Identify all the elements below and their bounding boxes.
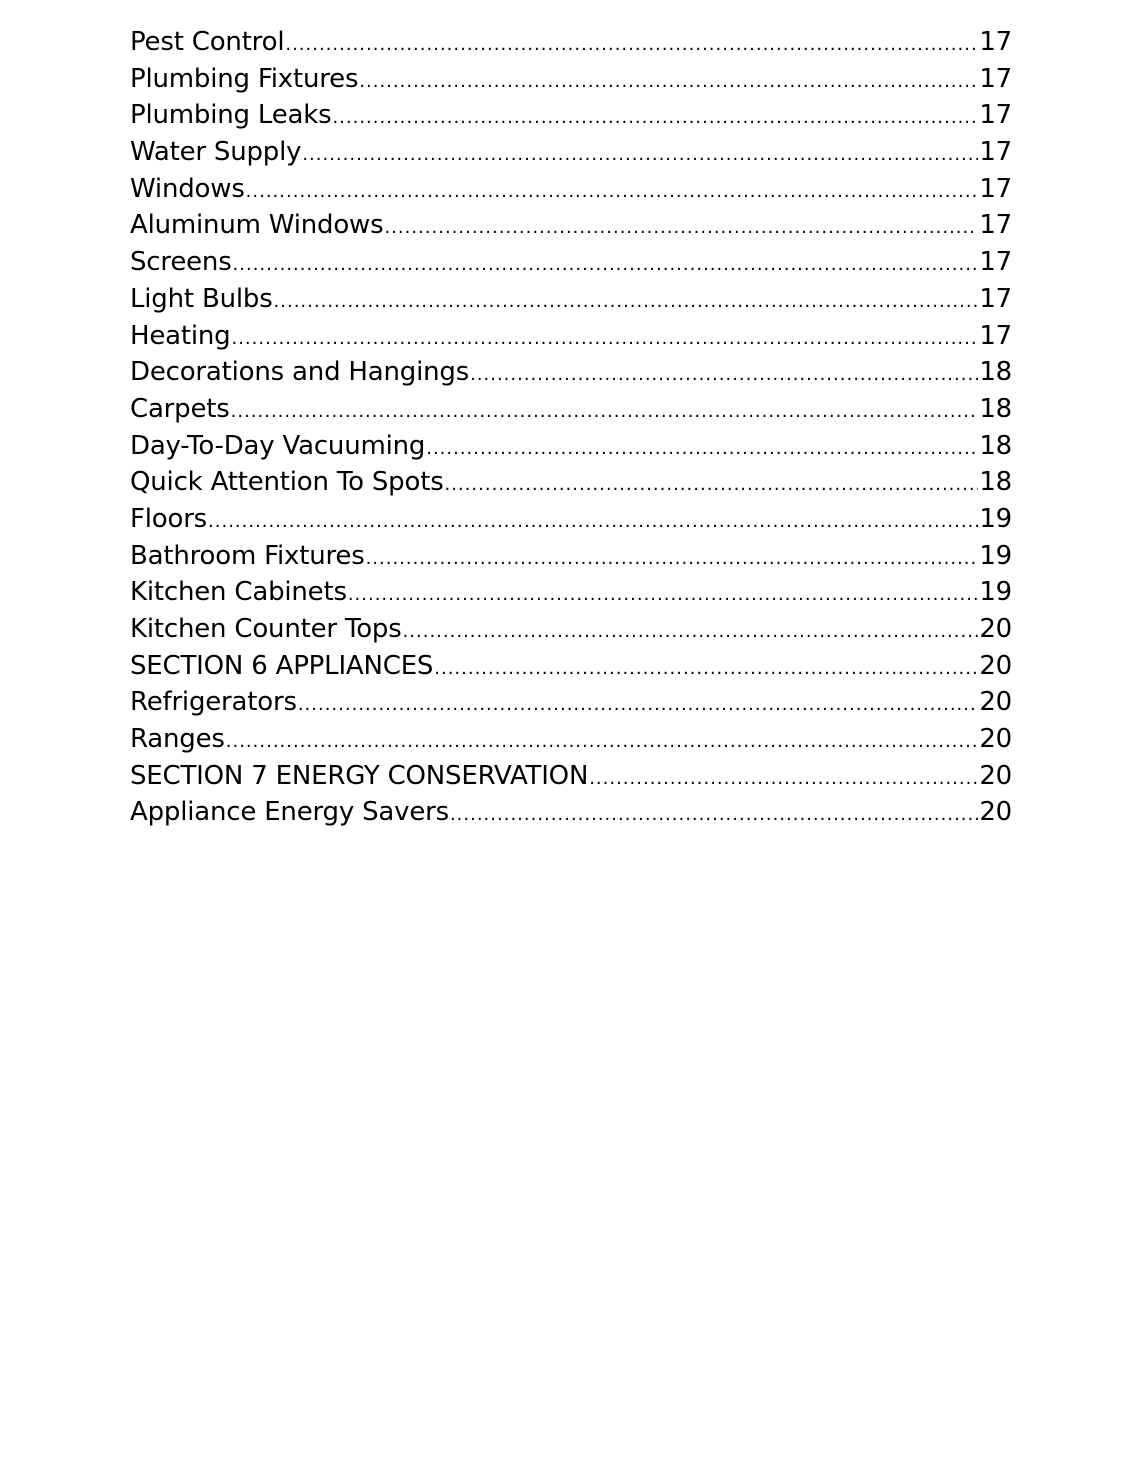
dot-leader	[226, 724, 979, 758]
toc-entry-bathroom-fixtures	[130, 538, 1012, 575]
toc-entry-carpets	[130, 391, 1012, 428]
toc-entry-kitchen-counter-tops	[130, 611, 1012, 648]
dot-leader	[246, 174, 979, 208]
toc-entry-page-number: 17	[979, 210, 1012, 241]
dot-leader	[450, 797, 978, 831]
toc-entry-label: Appliance Energy Savers	[130, 797, 449, 828]
toc-entry-page-number: 18	[979, 393, 1012, 424]
toc-entry-windows	[130, 171, 1012, 208]
toc-entry-page-number: 17	[979, 320, 1012, 351]
dot-leader	[589, 761, 978, 795]
toc-entry-label: Screens	[130, 247, 232, 278]
toc-entry-page-number: 17	[979, 247, 1012, 278]
toc-entry-label: SECTION 7 ENERGY CONSERVATION	[130, 760, 589, 791]
toc-entry-label: Ranges	[130, 724, 225, 755]
dot-leader	[274, 284, 979, 318]
dot-leader	[434, 651, 978, 685]
dot-leader	[384, 210, 978, 244]
toc-entry-page-number: 20	[979, 650, 1012, 681]
toc-entry-page-number: 17	[979, 100, 1012, 131]
toc-entry-section-7-energy-conservation	[130, 758, 1012, 795]
toc-entry-day-to-day-vacuuming	[130, 428, 1012, 465]
toc-entry-page-number: 20	[979, 797, 1012, 828]
toc-entry-aluminum-windows	[130, 207, 1012, 244]
toc-entry-decorations-and-hangings	[130, 354, 1012, 391]
toc-entry-plumbing-leaks	[130, 97, 1012, 134]
toc-entry-page-number: 19	[979, 503, 1012, 534]
toc-entry-pest-control	[130, 24, 1012, 61]
toc-entry-label: Plumbing Fixtures	[130, 63, 359, 94]
toc-entry-label: Windows	[130, 173, 245, 204]
toc-entry-label: Quick Attention To Spots	[130, 467, 444, 498]
toc-entry-label: Refrigerators	[130, 687, 297, 718]
toc-entry-page-number: 19	[979, 577, 1012, 608]
dot-leader	[302, 137, 978, 171]
toc-entry-label: Floors	[130, 503, 208, 534]
toc-entry-label: Light Bulbs	[130, 283, 273, 314]
dot-leader	[231, 394, 979, 428]
toc-entry-page-number: 20	[979, 687, 1012, 718]
toc-entry-label: Heating	[130, 320, 231, 351]
toc-entry-page-number: 17	[979, 137, 1012, 168]
toc-entry-page-number: 20	[979, 724, 1012, 755]
toc-entry-label: SECTION 6 APPLIANCES	[130, 650, 434, 681]
toc-entry-kitchen-cabinets	[130, 574, 1012, 611]
dot-leader	[233, 247, 979, 281]
toc-entry-screens	[130, 244, 1012, 281]
dot-leader	[359, 64, 978, 98]
dot-leader	[426, 431, 978, 465]
toc-entry-label: Water Supply	[130, 137, 302, 168]
dot-leader	[332, 100, 978, 134]
toc-entry-page-number: 18	[979, 467, 1012, 498]
dot-leader	[348, 577, 979, 611]
toc-entry-page-number: 17	[979, 63, 1012, 94]
table-of-contents	[130, 24, 1012, 831]
dot-leader	[366, 541, 979, 575]
toc-entry-water-supply	[130, 134, 1012, 171]
toc-entry-quick-attention-to-spots	[130, 464, 1012, 501]
toc-entry-label: Pest Control	[130, 27, 285, 57]
toc-entry-refrigerators	[130, 684, 1012, 721]
toc-entry-plumbing-fixtures	[130, 61, 1012, 98]
dot-leader	[231, 321, 978, 355]
toc-entry-page-number: 20	[979, 760, 1012, 791]
dot-leader	[208, 504, 978, 538]
toc-entry-label: Carpets	[130, 393, 230, 424]
toc-entry-label: Kitchen Counter Tops	[130, 614, 402, 644]
toc-entry-appliance-energy-savers	[130, 794, 1012, 831]
toc-entry-label: Aluminum Windows	[130, 210, 384, 241]
toc-entry-label: Plumbing Leaks	[130, 100, 332, 131]
toc-entry-label: Bathroom Fixtures	[130, 540, 365, 571]
toc-entry-section-6-appliances	[130, 648, 1012, 685]
toc-entry-page-number: 17	[979, 283, 1012, 314]
toc-entry-light-bulbs	[130, 281, 1012, 318]
dot-leader	[403, 614, 979, 648]
dot-leader	[298, 687, 978, 721]
toc-entry-ranges	[130, 721, 1012, 758]
toc-entry-page-number: 20	[979, 614, 1012, 644]
toc-entry-label: Decorations and Hangings	[130, 357, 470, 388]
toc-entry-page-number: 17	[979, 27, 1012, 57]
toc-entry-heating	[130, 318, 1012, 355]
dot-leader	[285, 27, 978, 61]
dot-leader	[445, 467, 979, 501]
toc-entry-label: Kitchen Cabinets	[130, 577, 347, 608]
toc-entry-page-number: 19	[979, 540, 1012, 571]
toc-entry-page-number: 17	[979, 173, 1012, 204]
toc-entry-label: Day-To-Day Vacuuming	[130, 430, 426, 461]
dot-leader	[470, 357, 978, 391]
toc-entry-page-number: 18	[979, 357, 1012, 388]
toc-entry-page-number: 18	[979, 430, 1012, 461]
toc-entry-floors	[130, 501, 1012, 538]
